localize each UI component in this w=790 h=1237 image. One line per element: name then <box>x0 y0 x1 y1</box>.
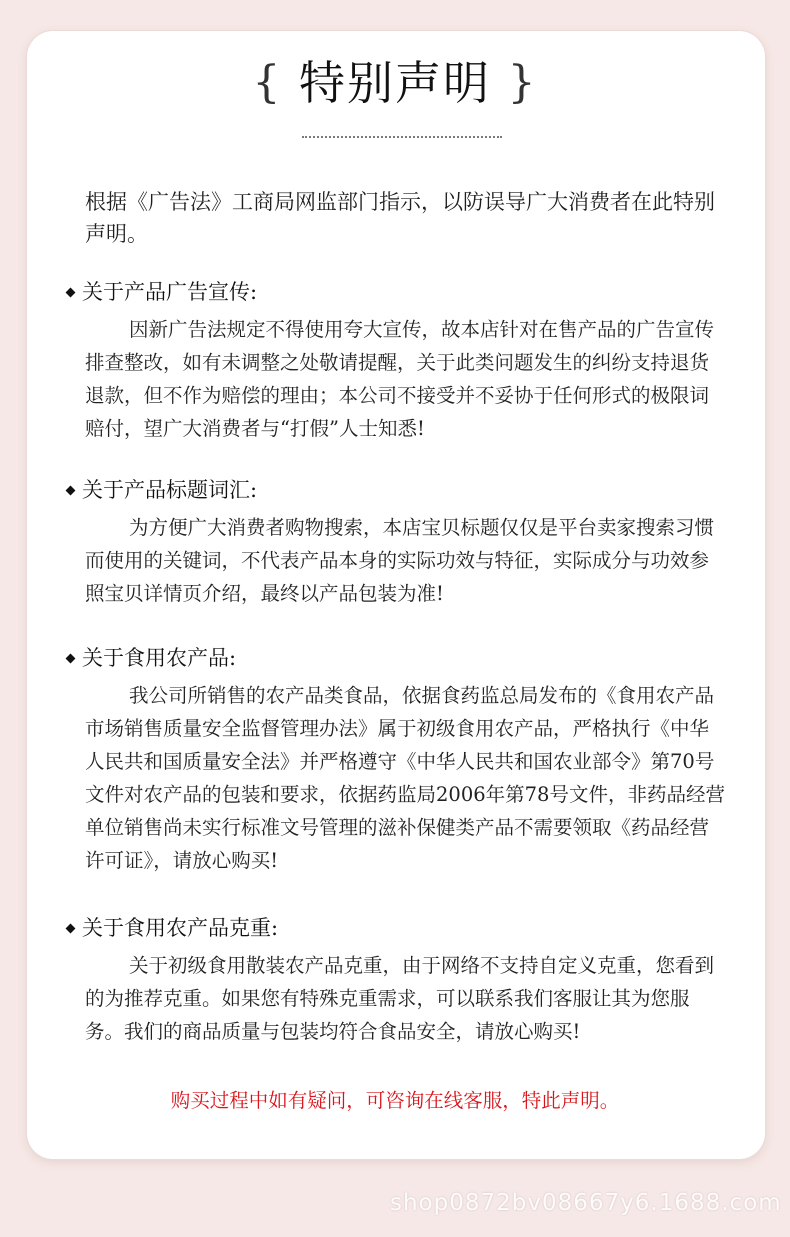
section-heading-text: 关于产品标题词汇: <box>82 478 258 502</box>
section-heading-text: 关于产品广告宣传: <box>82 280 258 304</box>
title-block <box>0 55 790 113</box>
left-brace: { <box>252 57 283 108</box>
title-text: 特别声明 <box>299 56 491 110</box>
diamond-bullet-icon <box>66 923 76 933</box>
section-heading <box>66 475 736 505</box>
diamond-bullet-icon <box>66 653 76 663</box>
closing-statement: 购买过程中如有疑问，可咨询在线客服，特此声明。 <box>170 1089 620 1112</box>
section-heading-text: 关于食用农产品: <box>82 646 237 670</box>
shop-watermark: shop0872bv08667y6.1688.com <box>390 1190 782 1216</box>
section-heading-text: 关于食用农产品克重: <box>82 916 279 940</box>
intro-paragraph: 根据《广告法》工商局网监部门指示，以防误导广大消费者在此特别声明。 <box>85 190 715 246</box>
section-body: 因新广告法规定不得使用夸大宣传，故本店针对在售产品的广告宣传排查整改，如有未调整之处敬请提醒，关于此类问题发生的纠纷支持退货退款，但不作为赔偿的理由；本公司不接受并不妥协于任何形式的极限词赔付，望广大消费者与“打假”人士知悉! <box>85 318 715 440</box>
title-dotted-divider <box>302 136 502 138</box>
diamond-bullet-icon <box>66 287 76 297</box>
section-heading <box>66 913 736 943</box>
section-body: 关于初级食用散装农产品克重，由于网络不支持自定义克重，您看到的为推荐克重。如果您有特殊克重需求，可以联系我们客服让其为您服务。我们的商品质量与包装均符合食品安全，请放心购买! <box>85 954 715 1043</box>
right-brace: } <box>507 57 538 108</box>
section-body: 为方便广大消费者购物搜索，本店宝贝标题仅仅是平台卖家搜索习惯而使用的关键词，不代表产品本身的实际功效与特征，实际成分与功效参照宝贝详情页介绍，最终以产品包装为准! <box>85 516 715 605</box>
section-title-vocabulary <box>66 475 736 610</box>
section-agricultural-products <box>66 643 736 877</box>
section-heading <box>66 643 736 673</box>
section-advertising <box>66 277 736 445</box>
section-heading <box>66 277 736 307</box>
section-body: 我公司所销售的农产品类食品，依据食药监总局发布的《食用农产品市场销售质量安全监督管理办法》属于初级食用农产品，严格执行《中华人民共和国质量安全法》并严格遵守《中华人民共和国农业部令》第70号文件对农产品的包装和要求，依据药监局2006年第78号文件，非药品经营单位销售尚未实行标准文号管理的滋补保健类产品不需要领取《药品经营许可证》，请放心购买! <box>85 684 725 872</box>
section-product-weight <box>66 913 736 1048</box>
page-title <box>252 55 537 113</box>
diamond-bullet-icon <box>66 485 76 495</box>
